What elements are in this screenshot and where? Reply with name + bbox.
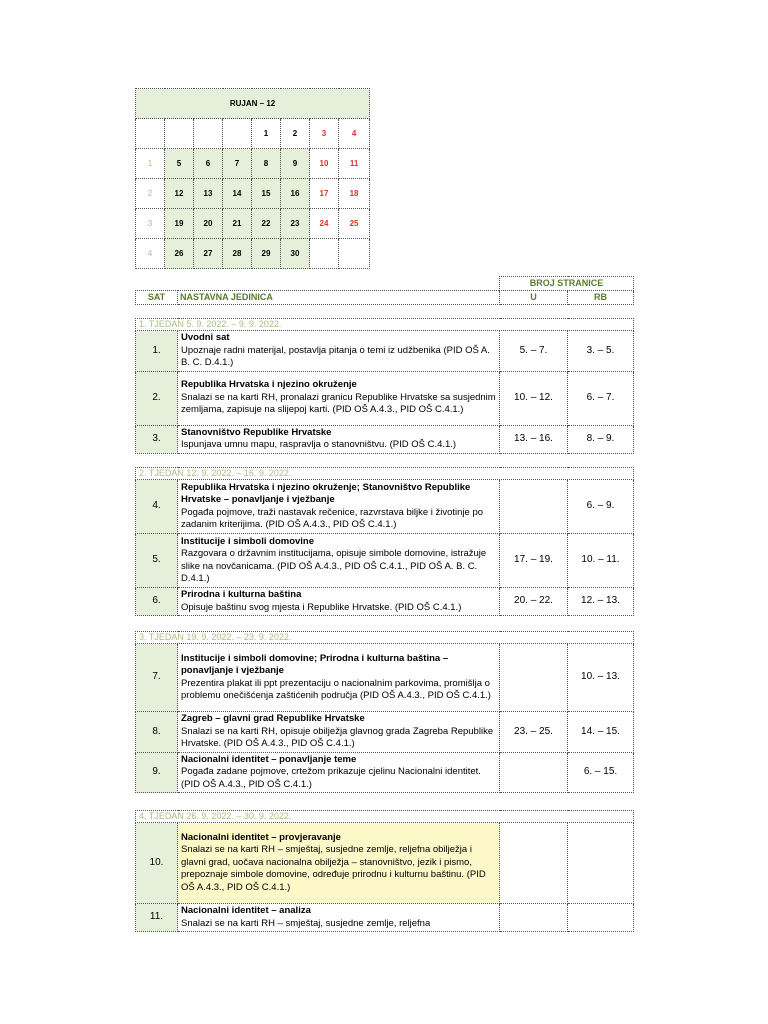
calendar-day: 21 <box>223 209 252 239</box>
calendar-day <box>339 239 370 269</box>
lesson-description <box>178 904 500 932</box>
lesson-row <box>136 752 634 793</box>
lesson-number: 6. <box>136 588 178 616</box>
calendar-day: 17 <box>310 179 339 209</box>
lesson-description <box>178 425 500 453</box>
lesson-pages-u: 5. – 7. <box>500 331 568 372</box>
lesson-row <box>136 712 634 753</box>
lesson-text: Prezentira plakat ili ppt prezentaciju o nacionalnim parkovima, promišlja o problemu onečišćenja zaštićenih područja (PID OŠ A.4.3., PID OŠ C.4.1.) <box>181 677 491 701</box>
lesson-text: Pogađa zadane pojmove, crtežom prikazuje cjelinu Nacionalni identitet. (PID OŠ A.4.3., PID OŠ C.4.1.) <box>181 766 481 790</box>
lesson-description <box>178 480 500 534</box>
calendar-day: 16 <box>281 179 310 209</box>
lesson-pages-rb: 12. – 13. <box>568 588 634 616</box>
lesson-description <box>178 588 500 616</box>
calendar-day: 5 <box>165 149 194 179</box>
lesson-pages-u <box>500 644 568 712</box>
lesson-text: Razgovara o državnim institucijama, opisuje simbole domovine, istražuje slike na novčanicama. (PID OŠ A.4.3., PID OŠ C.4.1., PID OŠ A. B. C. D.4.1.) <box>181 548 487 584</box>
week-label: 2. TJEDAN 12. 9. 2022. – 16. 9. 2022. <box>136 468 634 480</box>
lesson-row <box>136 371 634 425</box>
lesson-pages-rb: 6. – 15. <box>568 752 634 793</box>
week-label: 4. TJEDAN 26. 9. 2022. – 30. 9. 2022. <box>136 811 634 823</box>
calendar-day: 28 <box>223 239 252 269</box>
lesson-title: Republika Hrvatska i njezino okruženje; Stanovništvo Republike Hrvatske – ponavljanje i vježbanje <box>181 481 471 505</box>
lesson-row <box>136 480 634 534</box>
lesson-pages-u <box>500 480 568 534</box>
calendar-day: 11 <box>339 149 370 179</box>
lesson-row <box>136 904 634 932</box>
lesson-text: Snalazi se na karti RH – smještaj, susjedne zemlje, reljefna obilježja i glavni grad, uočava nacionalna obilježja – stanovništvo, jezik i pismo, prepoznaje simbole domovine, određuje prirodnu i kulturnu baštinu. (PID OŠ A.4.3., PID OŠ C.4.1.) <box>181 844 486 893</box>
lesson-title: Institucije i simboli domovine; Prirodna i kulturna baština – ponavljanje i vježbanje <box>181 652 449 676</box>
calendar-day: 23 <box>281 209 310 239</box>
calendar-week-number <box>136 119 165 149</box>
calendar-week-number: 1 <box>136 149 165 179</box>
calendar-week-row <box>136 149 370 179</box>
week-table <box>135 810 634 932</box>
lesson-pages-u <box>500 752 568 793</box>
lesson-description <box>178 752 500 793</box>
lesson-table-header <box>135 276 634 305</box>
calendar-day: 9 <box>281 149 310 179</box>
lesson-text: Snalazi se na karti RH – smještaj, susjedne zemlje, reljefna <box>181 917 431 929</box>
lesson-title: Uvodni sat <box>181 332 230 343</box>
calendar-day: 1 <box>252 119 281 149</box>
lesson-pages-rb: 10. – 11. <box>568 534 634 588</box>
lesson-description <box>178 712 500 753</box>
calendar-week-number: 2 <box>136 179 165 209</box>
lesson-description <box>178 534 500 588</box>
calendar-day: 15 <box>252 179 281 209</box>
lesson-number: 4. <box>136 480 178 534</box>
calendar-table <box>135 88 370 269</box>
lesson-title: Prirodna i kulturna baština <box>181 589 302 600</box>
lesson-number: 10. <box>136 823 178 904</box>
header-u: U <box>500 291 568 305</box>
lesson-pages-u <box>500 904 568 932</box>
calendar-day: 24 <box>310 209 339 239</box>
calendar-week-number: 3 <box>136 209 165 239</box>
lesson-number: 8. <box>136 712 178 753</box>
lesson-description <box>178 331 500 372</box>
header-nastavna-jedinica: NASTAVNA JEDINICA <box>178 291 500 305</box>
lesson-title: Nacionalni identitet – ponavljanje teme <box>181 753 357 765</box>
calendar-week-row <box>136 119 370 149</box>
lesson-text: Pogađa pojmove, traži nastavak rečenice, razvrstava biljke i životinje po zadanim kriterijima. (PID OŠ A.4.3., PID OŠ C.4.1.) <box>181 506 484 530</box>
lesson-pages-rb: 14. – 15. <box>568 712 634 753</box>
calendar-day: 19 <box>165 209 194 239</box>
lesson-number: 3. <box>136 425 178 453</box>
lesson-number: 7. <box>136 644 178 712</box>
week-label: 1. TJEDAN 5. 9. 2022. – 9. 9. 2022. <box>136 319 634 331</box>
calendar-day: 22 <box>252 209 281 239</box>
lesson-pages-u: 10. – 12. <box>500 371 568 425</box>
calendar-day: 6 <box>194 149 223 179</box>
calendar-day <box>194 119 223 149</box>
lesson-row <box>136 425 634 453</box>
lesson-title: Zagreb – glavni grad Republike Hrvatske <box>181 713 365 724</box>
calendar-body <box>136 119 370 269</box>
lesson-row <box>136 331 634 372</box>
lesson-row <box>136 644 634 712</box>
lesson-description <box>178 644 500 712</box>
calendar-day: 12 <box>165 179 194 209</box>
lesson-text: Ispunjava umnu mapu, raspravlja o stanovništvu. (PID OŠ C.4.1.) <box>181 439 457 450</box>
calendar-day: 30 <box>281 239 310 269</box>
calendar-week-row <box>136 179 370 209</box>
calendar-day: 29 <box>252 239 281 269</box>
calendar-day: 20 <box>194 209 223 239</box>
calendar-day: 26 <box>165 239 194 269</box>
lesson-text: Snalazi se na karti RH, pronalazi granicu Republike Hrvatske sa susjednim zemljama, zapisuje na slijepoj karti. (PID OŠ A.4.3., PID OŠ C.4.1.) <box>181 391 496 416</box>
lesson-number: 9. <box>136 752 178 793</box>
lesson-number: 1. <box>136 331 178 372</box>
calendar-day: 7 <box>223 149 252 179</box>
lesson-description <box>178 823 500 904</box>
calendar-day: 27 <box>194 239 223 269</box>
lesson-pages-rb <box>568 823 634 904</box>
lesson-row <box>136 534 634 588</box>
lesson-pages-rb: 8. – 9. <box>568 425 634 453</box>
lesson-number: 2. <box>136 371 178 425</box>
calendar-day <box>223 119 252 149</box>
lesson-title: Republika Hrvatska i njezino okruženje <box>181 379 357 391</box>
lesson-pages-u: 20. – 22. <box>500 588 568 616</box>
calendar-day <box>310 239 339 269</box>
calendar-day: 25 <box>339 209 370 239</box>
lesson-description <box>178 371 500 425</box>
lesson-row <box>136 588 634 616</box>
lesson-pages-u: 17. – 19. <box>500 534 568 588</box>
lesson-pages-rb: 6. – 7. <box>568 371 634 425</box>
header-broj-stranice: BROJ STRANICE <box>500 277 634 291</box>
calendar-day: 8 <box>252 149 281 179</box>
week-table <box>135 467 634 616</box>
calendar-day: 14 <box>223 179 252 209</box>
calendar-day: 3 <box>310 119 339 149</box>
lesson-number: 11. <box>136 904 178 932</box>
calendar-title: RUJAN – 12 <box>136 89 370 119</box>
lesson-pages-rb: 10. – 13. <box>568 644 634 712</box>
calendar-day: 2 <box>281 119 310 149</box>
calendar-day: 10 <box>310 149 339 179</box>
lesson-title: Nacionalni identitet – provjeravanje <box>181 831 341 843</box>
header-sat: SAT <box>136 291 178 305</box>
lesson-title: Institucije i simboli domovine <box>181 535 315 547</box>
week-table <box>135 631 634 793</box>
lesson-pages-rb: 3. – 5. <box>568 331 634 372</box>
lesson-title: Nacionalni identitet – analiza <box>181 905 311 916</box>
lesson-text: Snalazi se na karti RH, opisuje obilježja glavnog grada Zagreba Republike Hrvatske. (PID OŠ A.4.3., PID OŠ C.4.1.) <box>181 725 494 749</box>
week-label: 3. TJEDAN 19. 9. 2022. – 23. 9. 2022. <box>136 632 634 644</box>
lesson-text: Opisuje baštinu svog mjesta i Republike Hrvatske. (PID OŠ C.4.1.) <box>181 601 462 613</box>
calendar-day: 4 <box>339 119 370 149</box>
lesson-pages-u: 13. – 16. <box>500 425 568 453</box>
week-table <box>135 318 634 454</box>
lesson-title: Stanovništvo Republike Hrvatske <box>181 426 332 438</box>
lesson-pages-rb <box>568 904 634 932</box>
lesson-pages-rb: 6. – 9. <box>568 480 634 534</box>
calendar-day <box>165 119 194 149</box>
lesson-row <box>136 823 634 904</box>
calendar-day: 18 <box>339 179 370 209</box>
lesson-pages-u <box>500 823 568 904</box>
lesson-number: 5. <box>136 534 178 588</box>
calendar-week-number: 4 <box>136 239 165 269</box>
calendar-week-row <box>136 239 370 269</box>
calendar-week-row <box>136 209 370 239</box>
header-rb: RB <box>568 291 634 305</box>
lesson-text: Upoznaje radni materijal, postavlja pitanja o temi iz udžbenika (PID OŠ A. B. C. D.4.1.) <box>181 344 490 368</box>
calendar-day: 13 <box>194 179 223 209</box>
lesson-pages-u: 23. – 25. <box>500 712 568 753</box>
